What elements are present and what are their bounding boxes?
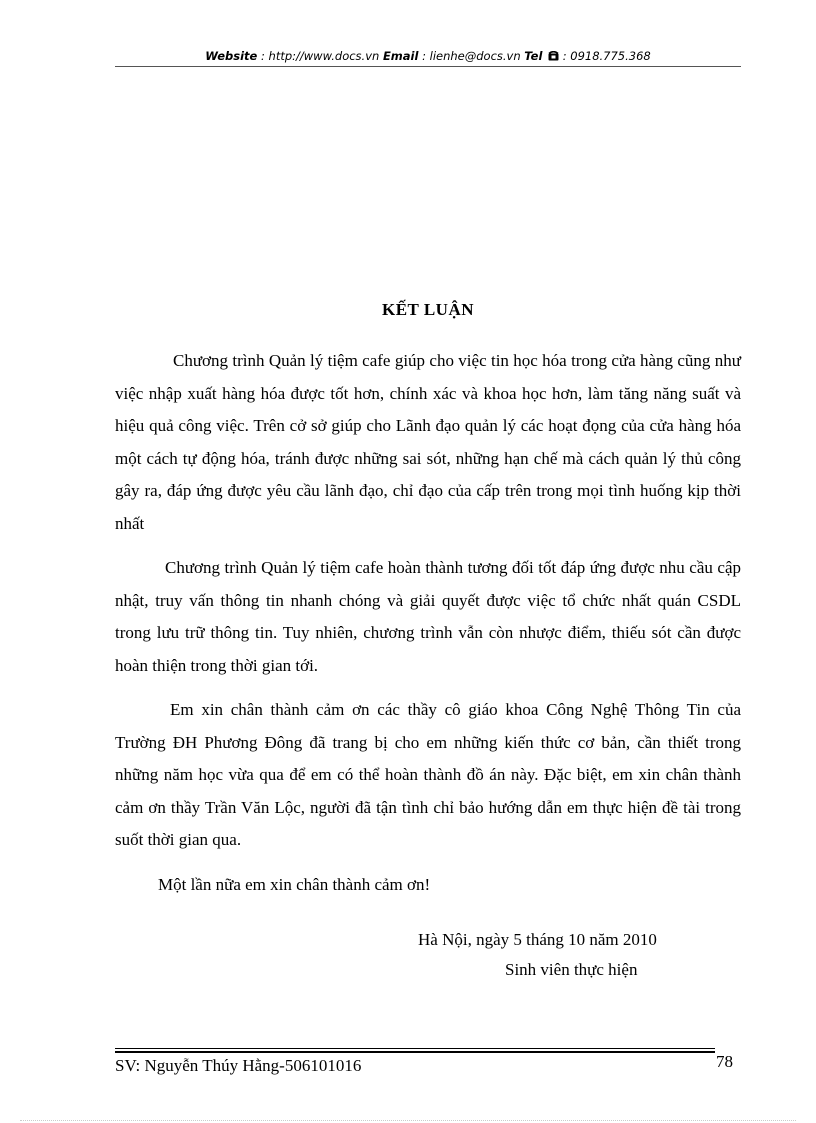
paragraph-4: Một lần nữa em xin chân thành cảm ơn! <box>158 874 431 894</box>
page-number: 78 <box>716 1052 733 1071</box>
signer-label: Sinh viên thực hiện <box>505 960 638 979</box>
footer-student: SV: Nguyễn Thúy Hằng-506101016 <box>115 1056 362 1075</box>
page-bottom-edge <box>20 1120 796 1121</box>
website-label: Website <box>205 49 258 63</box>
header-divider <box>115 66 741 67</box>
paragraph-2: Chương trình Quản lý tiệm cafe hoàn thành tương đối tốt đáp ứng được nhu cầu cập nhật, truy vấn thông tin nhanh chóng và giải quyết được việc tổ chức nhất quán CSDL trong lưu trữ thông tin. Tuy nhiên, chương trình vẫn còn nhược điểm, thiếu sót cần được hoàn thiện trong thời gian tới. <box>115 558 741 675</box>
footer-divider-thin <box>115 1048 715 1049</box>
footer-divider-thick <box>115 1051 715 1053</box>
website-value: : http://www.docs.vn <box>257 49 383 63</box>
page-header <box>115 47 741 65</box>
paragraph-3: Em xin chân thành cảm ơn các thầy cô giáo khoa Công Nghệ Thông Tin của Trường ĐH Phương Đông đã trang bị cho em những kiến thức cơ bản, cần thiết trong những năm học vừa qua để em có thể hoàn thành đồ án này. Đặc biệt, em xin chân thành cảm ơn thầy Trần Văn Lộc, người đã tận tình chỉ bảo hướng dẫn em thực hiện đề tài trong suốt thời gian qua. <box>115 700 741 849</box>
phone-icon <box>548 51 559 61</box>
email-value: : lienhe@docs.vn <box>418 49 525 63</box>
document-body <box>115 345 741 901</box>
tel-label: Tel <box>524 49 543 63</box>
email-label: Email <box>382 49 419 63</box>
date-line: Hà Nội, ngày 5 tháng 10 năm 2010 <box>418 930 657 949</box>
paragraph-1: Chương trình Quản lý tiệm cafe giúp cho việc tin học hóa trong cửa hàng cũng như việc nhập xuất hàng hóa được tốt hơn, chính xác và khoa học hơn, làm tăng năng suất và hiệu quả công việc. Trên cở sở giúp cho Lãnh đạo quản lý các hoạt đọng của cửa hàng hóa một cách tự động hóa, tránh được những sai sót, những hạn chế mà cách quản lý thủ công gây ra, đáp ứng được yêu cầu lãnh đạo, chỉ đạo của cấp trên trong mọi tình huống kịp thời nhất <box>115 351 741 533</box>
document-title: KẾT LUẬN <box>381 300 474 319</box>
tel-value: : 0918.775.368 <box>559 49 651 63</box>
